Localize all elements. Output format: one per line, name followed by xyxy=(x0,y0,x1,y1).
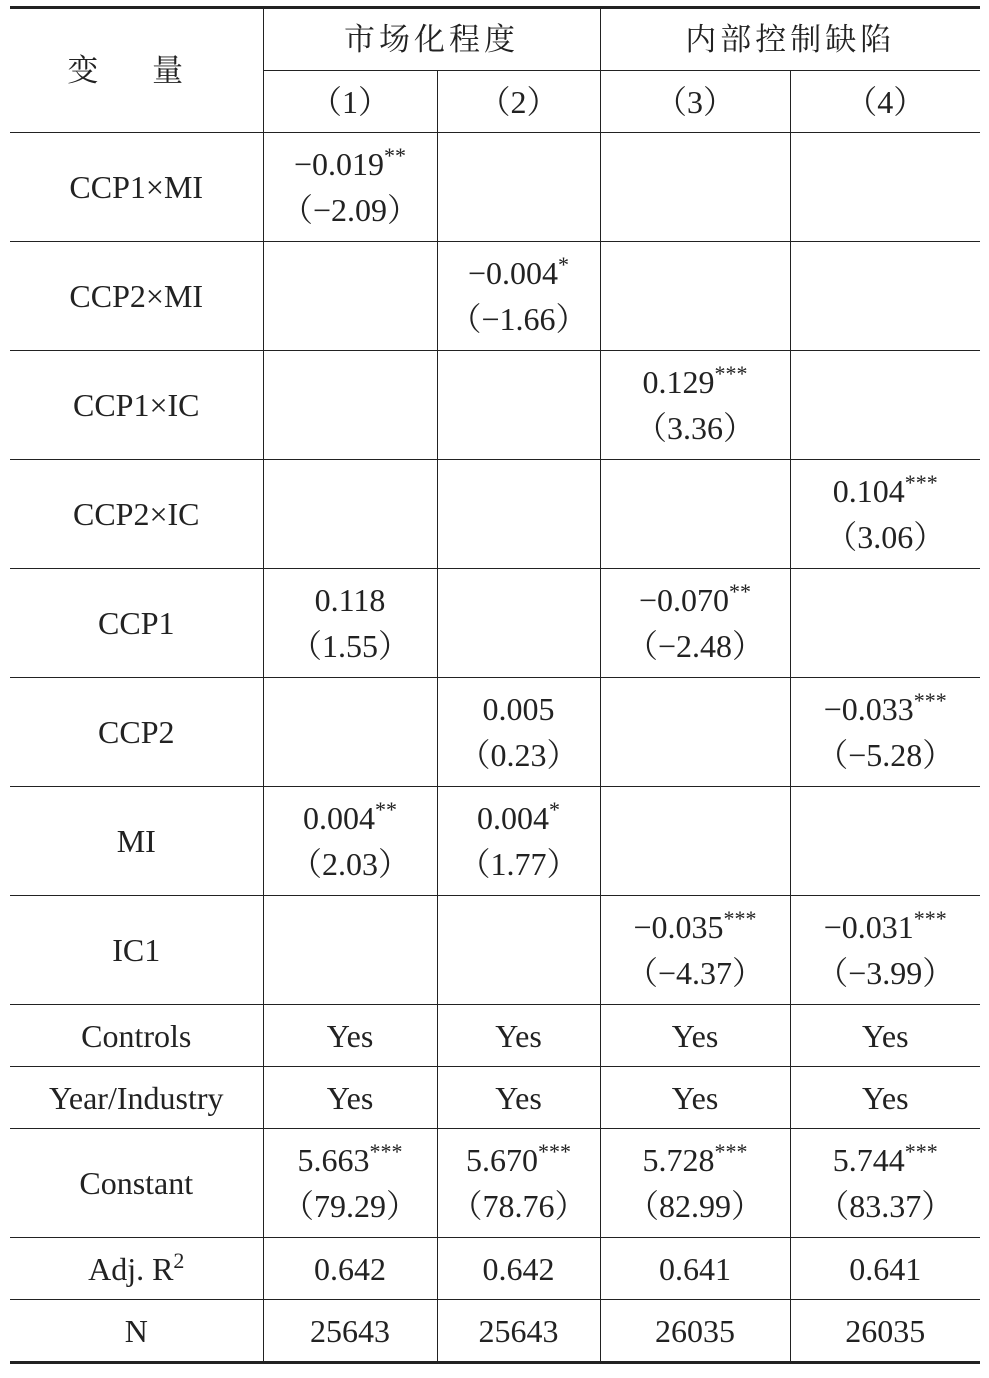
significance-stars: *** xyxy=(538,1139,571,1164)
significance-stars: *** xyxy=(913,906,947,931)
header-group-row xyxy=(10,8,980,71)
table-cell xyxy=(263,678,437,787)
table-cell xyxy=(437,1129,600,1238)
year-industry-row xyxy=(10,1067,980,1129)
significance-stars: ** xyxy=(729,579,752,604)
column-header-1: （1） xyxy=(263,71,437,133)
coefficient: −0.070 xyxy=(638,582,730,618)
table-row xyxy=(10,351,980,460)
adj-r2-row xyxy=(10,1238,980,1300)
coefficient-line xyxy=(438,1137,600,1183)
coefficient: −0.031 xyxy=(823,909,914,945)
table-cell: Yes xyxy=(790,1005,980,1067)
t-statistic: （−3.99） xyxy=(816,955,955,991)
t-statistic: （79.29） xyxy=(281,1188,418,1224)
regression-table xyxy=(10,6,980,1364)
controls-row xyxy=(10,1005,980,1067)
table-cell: Yes xyxy=(263,1067,437,1129)
constant-row xyxy=(10,1129,980,1238)
table-cell xyxy=(600,787,790,896)
table-row xyxy=(10,460,980,569)
t-statistic: （83.37） xyxy=(817,1188,954,1224)
table-cell xyxy=(790,678,980,787)
table-cell xyxy=(437,678,600,787)
t-statistic: （−4.37） xyxy=(625,955,765,991)
coefficient-line xyxy=(264,795,437,841)
significance-stars: *** xyxy=(714,1139,748,1164)
column-header-3: （3） xyxy=(600,71,790,133)
variable-header: 变 量 xyxy=(10,8,263,133)
row-label: Constant xyxy=(10,1129,263,1238)
table-cell xyxy=(437,133,600,242)
table-cell: Yes xyxy=(600,1067,790,1129)
coefficient-line xyxy=(791,468,981,514)
coefficient: 0.118 xyxy=(314,582,386,618)
table-cell: 0.642 xyxy=(437,1238,600,1300)
coefficient: 0.004 xyxy=(477,800,549,836)
table-cell xyxy=(790,242,980,351)
row-label xyxy=(10,1238,263,1300)
t-statistic: （1.55） xyxy=(289,628,410,664)
coefficient: −0.019 xyxy=(293,146,385,182)
table-row xyxy=(10,242,980,351)
t-statistic: （0.23） xyxy=(458,737,579,773)
coefficient: −0.035 xyxy=(633,909,724,945)
table-cell xyxy=(790,460,980,569)
table-cell xyxy=(263,896,437,1005)
adj-r2-superscript: 2 xyxy=(173,1247,185,1273)
significance-stars: * xyxy=(549,797,560,822)
significance-stars: *** xyxy=(714,361,748,386)
significance-stars: *** xyxy=(904,470,938,495)
coefficient-line xyxy=(601,577,790,623)
table-row xyxy=(10,896,980,1005)
row-label: N xyxy=(10,1300,263,1363)
coefficient-line xyxy=(438,795,600,841)
table-cell xyxy=(263,351,437,460)
table-cell xyxy=(790,569,980,678)
table-cell xyxy=(437,787,600,896)
coefficient-line xyxy=(791,904,981,950)
table-cell xyxy=(790,133,980,242)
group-header-marketization: 市场化程度 xyxy=(263,8,600,71)
row-label: CCP1×MI xyxy=(10,133,263,242)
t-statistic: （78.76） xyxy=(450,1188,587,1224)
coefficient-line xyxy=(264,141,437,187)
significance-stars: * xyxy=(558,252,570,277)
coefficient-line xyxy=(438,250,600,296)
table-cell xyxy=(263,133,437,242)
table-row xyxy=(10,787,980,896)
coefficient: 0.104 xyxy=(832,473,905,509)
table-cell xyxy=(263,460,437,569)
coefficient-line xyxy=(264,1137,437,1183)
coefficient-line xyxy=(601,1137,790,1183)
t-statistic: （82.99） xyxy=(626,1188,763,1224)
coefficient: 0.004 xyxy=(303,800,375,836)
t-statistic: （−5.28） xyxy=(816,737,955,773)
table-cell xyxy=(437,569,600,678)
t-statistic: （2.03） xyxy=(289,846,410,882)
row-label: CCP2×IC xyxy=(10,460,263,569)
coefficient: 5.728 xyxy=(642,1142,715,1178)
table-cell: 25643 xyxy=(263,1300,437,1363)
coefficient: 5.744 xyxy=(832,1142,905,1178)
table-row xyxy=(10,569,980,678)
table-cell: 26035 xyxy=(600,1300,790,1363)
coefficient: −0.033 xyxy=(823,691,914,727)
row-label: MI xyxy=(10,787,263,896)
table-cell: Yes xyxy=(437,1005,600,1067)
table-cell xyxy=(437,460,600,569)
column-header-2: （2） xyxy=(437,71,600,133)
table-row xyxy=(10,678,980,787)
t-statistic: （1.77） xyxy=(458,846,579,882)
table-cell: Yes xyxy=(790,1067,980,1129)
significance-stars: *** xyxy=(723,906,757,931)
table-row xyxy=(10,133,980,242)
table-cell xyxy=(437,896,600,1005)
column-header-4: （4） xyxy=(790,71,980,133)
table-cell xyxy=(437,351,600,460)
table-cell xyxy=(437,242,600,351)
table-cell xyxy=(600,678,790,787)
coefficient: 5.670 xyxy=(466,1142,538,1178)
t-statistic: （−2.48） xyxy=(625,628,765,664)
table-cell xyxy=(600,1129,790,1238)
n-row xyxy=(10,1300,980,1363)
coefficient-line xyxy=(264,577,437,623)
table-cell xyxy=(263,242,437,351)
table-cell xyxy=(790,787,980,896)
t-statistic: （−2.09） xyxy=(280,192,420,228)
row-label: CCP1×IC xyxy=(10,351,263,460)
coefficient: 0.005 xyxy=(482,691,555,727)
table-cell xyxy=(600,242,790,351)
table-cell: 25643 xyxy=(437,1300,600,1363)
table-cell xyxy=(790,896,980,1005)
t-statistic: （−1.66） xyxy=(449,301,588,337)
coefficient: −0.004 xyxy=(467,255,559,291)
table-cell: 0.641 xyxy=(600,1238,790,1300)
table-cell: 0.641 xyxy=(790,1238,980,1300)
coefficient-line xyxy=(791,686,981,732)
t-statistic: （3.36） xyxy=(634,410,755,446)
coefficient: 5.663 xyxy=(297,1142,370,1178)
table-cell xyxy=(790,1129,980,1238)
table-cell xyxy=(600,351,790,460)
coefficient: 0.129 xyxy=(642,364,715,400)
row-label: Controls xyxy=(10,1005,263,1067)
table-cell: 0.642 xyxy=(263,1238,437,1300)
table-cell xyxy=(263,1129,437,1238)
table-cell xyxy=(263,569,437,678)
table-cell xyxy=(263,787,437,896)
table-cell: 26035 xyxy=(790,1300,980,1363)
coefficient-line xyxy=(601,359,790,405)
table-cell: Yes xyxy=(437,1067,600,1129)
row-label: IC1 xyxy=(10,896,263,1005)
table-cell: Yes xyxy=(600,1005,790,1067)
table-cell: Yes xyxy=(263,1005,437,1067)
table-cell xyxy=(600,896,790,1005)
significance-stars: *** xyxy=(913,688,947,713)
significance-stars: *** xyxy=(369,1139,403,1164)
row-label: CCP2 xyxy=(10,678,263,787)
coefficient-line xyxy=(601,904,790,950)
significance-stars: *** xyxy=(904,1139,938,1164)
row-label: CCP1 xyxy=(10,569,263,678)
coefficient-line xyxy=(791,1137,981,1183)
significance-stars: ** xyxy=(375,797,397,822)
t-statistic: （3.06） xyxy=(825,519,946,555)
table-cell xyxy=(600,460,790,569)
adj-r2-label: Adj. R xyxy=(88,1250,174,1287)
row-label: CCP2×MI xyxy=(10,242,263,351)
row-label: Year/Industry xyxy=(10,1067,263,1129)
table-cell xyxy=(600,133,790,242)
table-cell xyxy=(790,351,980,460)
group-header-internal-control: 内部控制缺陷 xyxy=(600,8,980,71)
coefficient-line xyxy=(438,686,600,732)
table-cell xyxy=(600,569,790,678)
significance-stars: ** xyxy=(384,143,407,168)
